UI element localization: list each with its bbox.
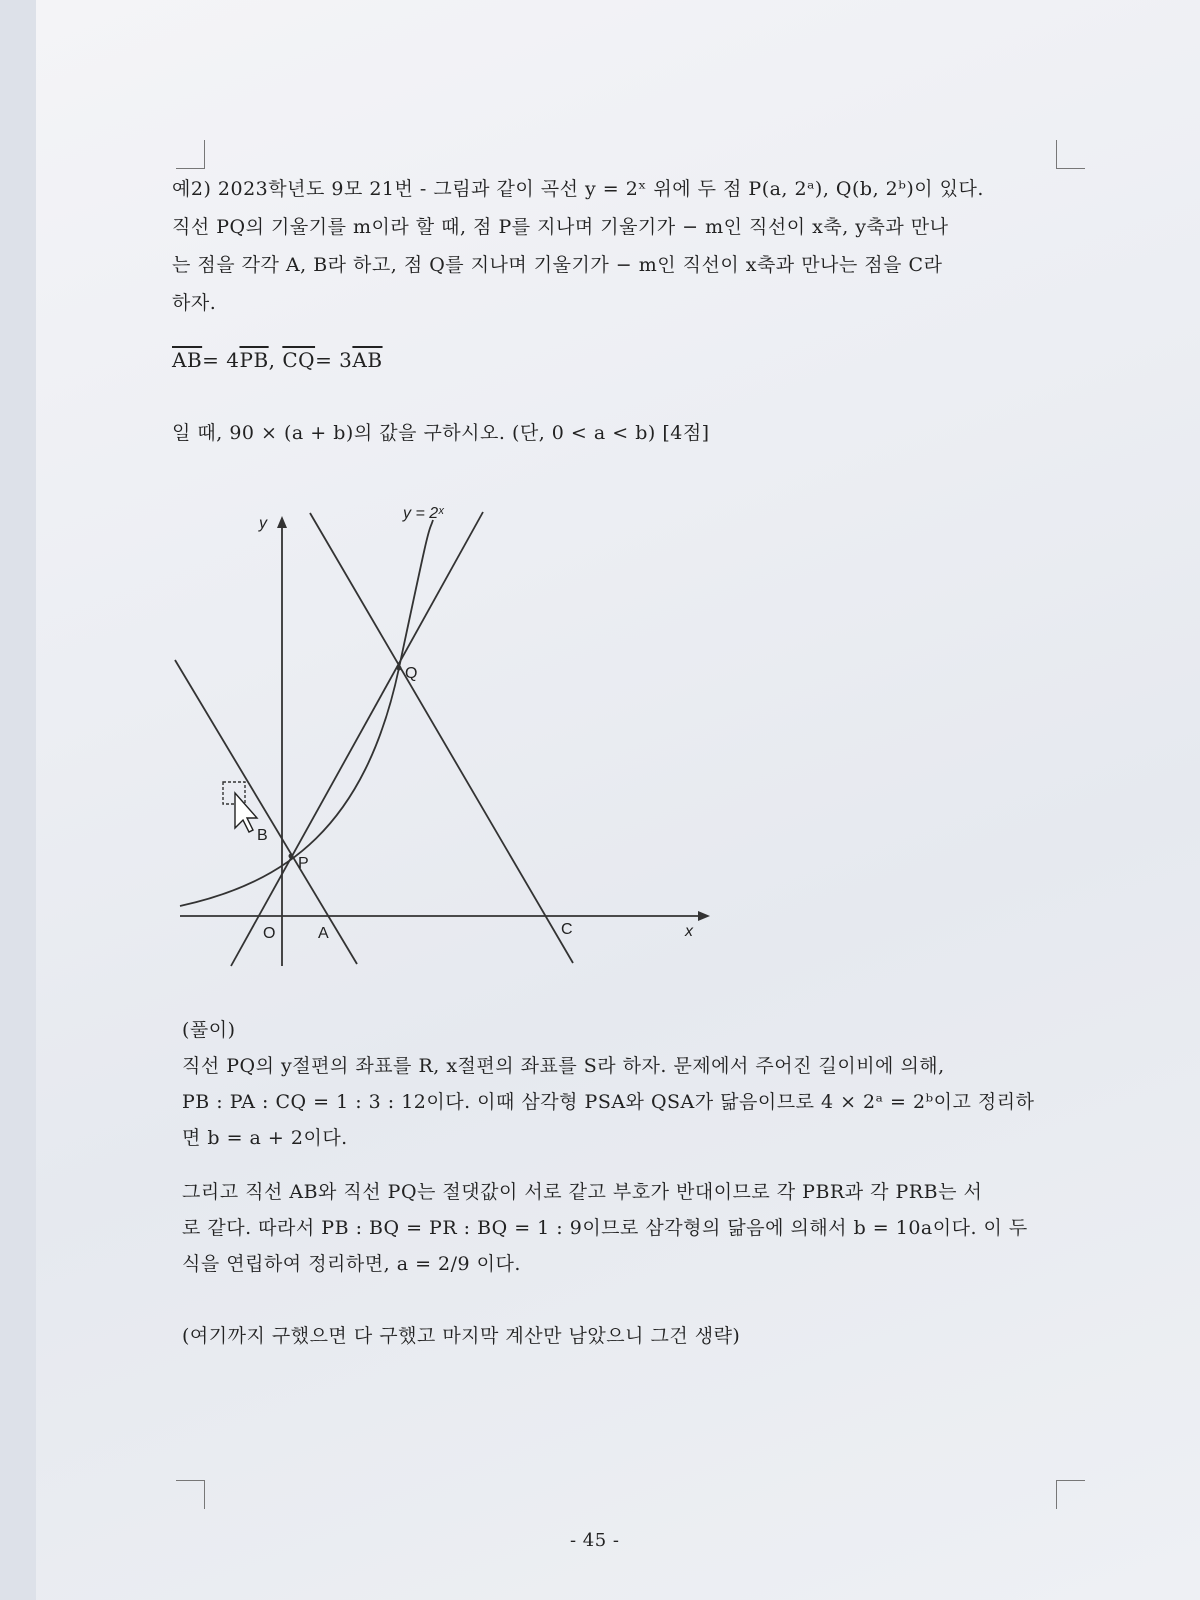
separator: , — [268, 348, 283, 372]
crop-mark-bottom-left — [176, 1480, 205, 1509]
equals-three: = 3 — [315, 348, 353, 372]
solution-p1-line-2: PB : PA : CQ = 1 : 3 : 12이다. 이때 삼각형 PSA와 QSA가 닮음이므로 4 × 2ᵃ = 2ᵇ이고 정리하 — [182, 1091, 1035, 1113]
segment-ab: $\overline{AB}$ — [172, 348, 203, 372]
curve-label: y = 2ˣ — [403, 505, 444, 522]
point-b-label: B — [257, 827, 268, 844]
point-a-label: A — [318, 925, 329, 942]
line-pq — [231, 512, 483, 966]
equals-four: = 4 — [202, 348, 240, 372]
y-axis-label: y — [259, 515, 267, 532]
problem-line-3: 는 점을 각각 A, B라 하고, 점 Q를 지나며 기울기가 − m인 직선이 x축과 만나는 점을 C라 — [172, 254, 943, 276]
point-c-label: C — [561, 921, 573, 938]
point-p — [289, 854, 294, 859]
point-q-label: Q — [405, 665, 418, 682]
problem-line-4: 하자. — [172, 292, 217, 314]
problem-line-1: 예2) 2023학년도 9모 21번 - 그림과 같이 곡선 y = 2ˣ 위에 두 점 P(a, 2ᵃ), Q(b, 2ᵇ)이 있다. — [172, 178, 984, 200]
line-qc — [310, 513, 573, 963]
problem-line-2: 직선 PQ의 기울기를 m이라 할 때, 점 P를 지나며 기울기가 − m인 직선이 x축, y축과 만나 — [172, 216, 949, 238]
x-axis-arrow — [698, 911, 710, 921]
crop-mark-bottom-right — [1056, 1480, 1085, 1509]
y-axis-arrow — [277, 516, 287, 528]
line-ab — [175, 660, 357, 964]
crop-mark-top-left — [176, 140, 205, 169]
solution-p2-line-1: 그리고 직선 AB와 직선 PQ는 절댓값이 서로 같고 부호가 반대이므로 각 PBR과 각 PRB는 서 — [182, 1181, 983, 1203]
exponential-curve — [180, 520, 433, 906]
solution-p2-line-3: 식을 연립하여 정리하면, a = 2/9 이다. — [182, 1253, 521, 1275]
length-condition — [172, 348, 383, 372]
crop-mark-top-right — [1056, 140, 1085, 169]
segment-pb: $\overline{PB}$ — [239, 348, 269, 372]
origin-label: O — [263, 925, 276, 942]
solution-heading: (풀이) — [182, 1019, 236, 1041]
page-number: - 45 - — [570, 1530, 620, 1551]
solution-p1-line-3: 면 b = a + 2이다. — [182, 1127, 348, 1149]
x-axis-label: x — [685, 923, 693, 940]
segment-cq: $\overline{CQ}$ — [282, 348, 316, 372]
problem-statement — [172, 170, 1052, 322]
segment-ab-2: $\overline{AB}$ — [352, 348, 383, 372]
solution-block — [182, 1012, 1034, 1354]
point-q — [397, 666, 402, 671]
point-p-label: P — [298, 855, 309, 872]
problem-figure — [165, 498, 725, 988]
solution-p2-line-2: 로 같다. 따라서 PB : BQ = PR : BQ = 1 : 9이므로 삼각형의 닮음에 의해서 b = 10a이다. 이 두 — [182, 1217, 1028, 1239]
question-ask: 일 때, 90 × (a + b)의 값을 구하시오. (단, 0 < a < b) [4점] — [172, 422, 710, 444]
solution-p1-line-1: 직선 PQ의 y절편의 좌표를 R, x절편의 좌표를 S라 하자. 문제에서 주어진 길이비에 의해, — [182, 1055, 945, 1077]
solution-note: (여기까지 구했으면 다 구했고 마지막 계산만 남았으니 그건 생략) — [182, 1325, 741, 1347]
